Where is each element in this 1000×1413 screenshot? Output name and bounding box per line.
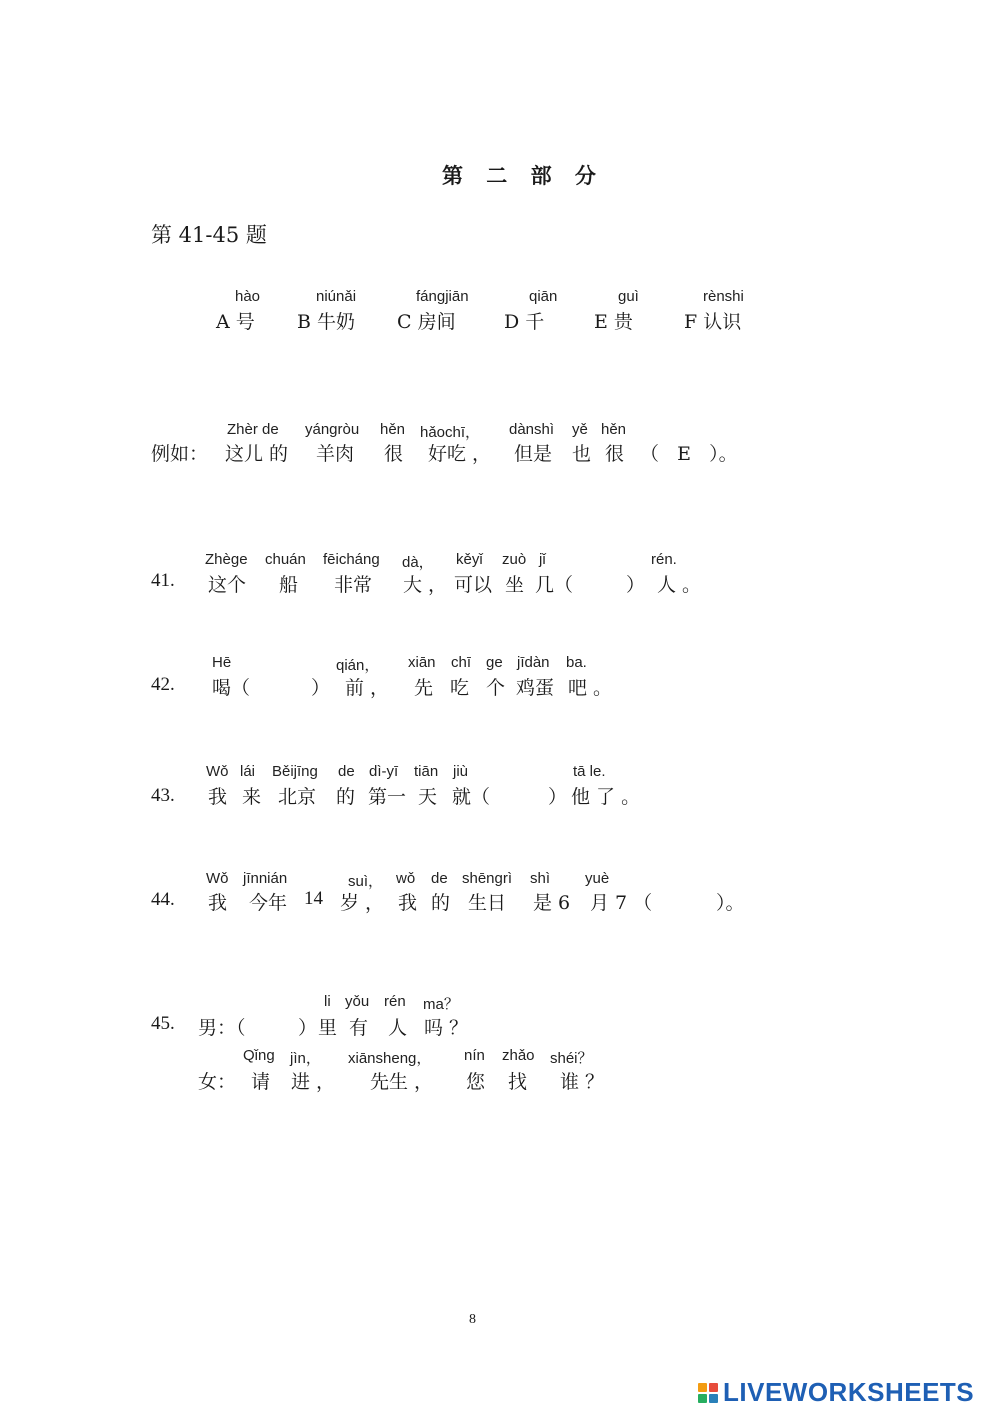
token-hanzi: 前 ， <box>345 677 390 699</box>
option-pinyin: guì <box>618 288 639 305</box>
token-pinyin: Běijīng <box>272 763 318 780</box>
token-pinyin: chī <box>451 654 472 671</box>
token-pinyin: jīnnián <box>243 870 288 887</box>
token-pinyin: tiān <box>414 763 439 780</box>
answer-blank-close[interactable]: ） <box>311 677 331 699</box>
token-pinyin: nín <box>464 1047 485 1064</box>
token-hanzi: 好吃 ， <box>428 443 492 465</box>
token-hanzi: 吗 ？ <box>424 1017 469 1039</box>
token-pinyin: fēicháng <box>323 551 380 568</box>
token-hanzi: 月 7 （ <box>590 892 653 914</box>
token-pinyin: Wǒ <box>206 870 229 887</box>
token-hanzi: 但是 <box>514 443 553 465</box>
token-hanzi: 先 <box>414 677 434 699</box>
answer-blank: （ E ）。 <box>640 443 738 465</box>
token-pinyin: qián， <box>336 657 380 674</box>
option-pinyin: fángjiān <box>416 288 469 305</box>
option-pinyin: rènshi <box>703 288 744 305</box>
token-hanzi: 我 <box>398 892 418 914</box>
token-pinyin: kěyǐ <box>456 551 483 568</box>
token-hanzi: 鸡蛋 <box>516 677 555 699</box>
token-pinyin: chuán <box>265 551 306 568</box>
question-number: 42. <box>151 674 175 695</box>
token-hanzi: 个 <box>486 677 506 699</box>
token-pinyin: jiù <box>453 763 469 780</box>
token-hanzi: 岁 ， <box>340 892 385 914</box>
option-pinyin: hào <box>235 288 261 305</box>
token-hanzi: 进 ， <box>291 1071 336 1093</box>
token-hanzi: 人 <box>388 1017 408 1039</box>
token-hanzi: 船 <box>279 574 299 596</box>
option-c <box>397 288 469 334</box>
token-pinyin: Zhèr de <box>227 421 279 438</box>
speaker-woman: 女： <box>198 1071 237 1093</box>
token-pinyin: dì-yī <box>369 763 399 780</box>
token-hanzi: 也 <box>572 443 592 465</box>
token-pinyin: Qǐng <box>243 1047 275 1064</box>
token-hanzi: 今年 <box>249 892 288 914</box>
token-hanzi: 可以 <box>454 574 493 596</box>
token-pinyin: ba. <box>566 654 587 671</box>
token-pinyin: zhǎo <box>502 1047 535 1064</box>
option-a <box>216 288 260 334</box>
token-pinyin: de <box>431 870 448 887</box>
token-pinyin: ge <box>486 654 503 671</box>
token-pinyin: dànshì <box>509 421 555 438</box>
token-hanzi: 的 <box>336 786 356 808</box>
option-label: C 房间 <box>397 311 456 333</box>
token-pinyin: yángròu <box>305 421 360 438</box>
token-hanzi: 这个 <box>208 574 247 596</box>
token-pinyin: wǒ <box>396 870 416 887</box>
token-pinyin: dà， <box>402 554 434 571</box>
token-pinyin: jǐ <box>539 551 546 568</box>
token-number: 14 <box>304 888 323 909</box>
question-number: 43. <box>151 785 175 806</box>
token-pinyin: tā le. <box>573 763 606 780</box>
token-hanzi: 羊肉 <box>316 443 355 465</box>
token-hanzi: 生日 <box>468 892 507 914</box>
token-pinyin: jìn， <box>290 1050 321 1067</box>
token-hanzi: 您 <box>466 1071 486 1093</box>
token-hanzi: 人 。 <box>657 574 702 596</box>
token-pinyin: jīdàn <box>517 654 550 671</box>
token-hanzi: 天 <box>418 786 438 808</box>
option-pinyin: qiān <box>529 288 558 305</box>
token-hanzi: 我 <box>208 892 228 914</box>
token-pinyin: xiān <box>408 654 436 671</box>
token-hanzi: 大 ， <box>403 574 448 596</box>
token-hanzi: 几（ <box>535 574 574 596</box>
token-hanzi: 喝（ <box>212 677 251 699</box>
token-pinyin: shēngrì <box>462 870 513 887</box>
token-hanzi: 吧 。 <box>568 677 613 699</box>
token-hanzi: 是 6 <box>533 892 571 914</box>
token-pinyin: ma？ <box>423 996 459 1013</box>
token-hanzi: 第一 <box>368 786 407 808</box>
token-pinyin: yě <box>572 421 588 438</box>
option-label: F 认识 <box>684 311 742 333</box>
token-hanzi: 很 <box>384 443 404 465</box>
option-e <box>594 288 639 334</box>
token-pinyin: shéi？ <box>550 1050 593 1067</box>
token-hanzi: 吃 <box>450 677 470 699</box>
token-hanzi: 谁 ？ <box>560 1071 605 1093</box>
answer-blank-close[interactable]: ） <box>548 786 568 808</box>
token-hanzi: 很 <box>605 443 625 465</box>
token-pinyin: li <box>324 993 331 1010</box>
logo-mark-icon <box>698 1383 718 1403</box>
answer-blank-close[interactable]: ） <box>626 574 646 596</box>
token-pinyin: zuò <box>502 551 527 568</box>
token-pinyin: Zhège <box>205 551 248 568</box>
question-number: 41. <box>151 570 175 591</box>
token-hanzi: 坐 <box>505 574 525 596</box>
option-b <box>297 288 356 334</box>
token-hanzi: 非常 <box>334 574 373 596</box>
token-pinyin: yuè <box>585 870 610 887</box>
option-f <box>684 288 744 334</box>
option-label: E 贵 <box>594 311 633 333</box>
answer-blank-close[interactable]: ） <box>298 1017 318 1039</box>
token-pinyin: Hē <box>212 654 232 671</box>
option-pinyin: niúnǎi <box>316 288 357 305</box>
logo-text: LIVEWORKSHEETS <box>723 1377 975 1407</box>
section-heading: 第 41-45 题 <box>151 223 267 247</box>
token-hanzi: 找 <box>508 1071 528 1093</box>
liveworksheets-logo[interactable] <box>698 1377 974 1408</box>
token-hanzi: 有 <box>349 1017 369 1039</box>
token-pinyin: xiānsheng， <box>348 1050 432 1067</box>
token-hanzi: 这儿 的 <box>225 443 289 465</box>
token-hanzi: 的 <box>431 892 451 914</box>
token-pinyin: hěn <box>601 421 627 438</box>
token-hanzi: 请 <box>251 1071 271 1093</box>
page-number: 8 <box>469 1312 476 1327</box>
token-hanzi: 北京 <box>278 786 317 808</box>
token-hanzi: 先生 ， <box>370 1071 434 1093</box>
option-label: B 牛奶 <box>297 311 356 333</box>
token-hanzi: 就（ <box>452 786 491 808</box>
token-hanzi: 他 了 。 <box>571 786 641 808</box>
token-pinyin: rén. <box>651 551 677 568</box>
question-number: 44. <box>151 889 175 910</box>
token-hanzi: 来 <box>242 786 262 808</box>
token-pinyin: rén <box>384 993 406 1010</box>
token-pinyin: shì <box>530 870 551 887</box>
token-hanzi: 里 <box>318 1017 338 1039</box>
token-pinyin: Wǒ <box>206 763 229 780</box>
option-label: A 号 <box>216 311 255 333</box>
token-pinyin: hǎochī， <box>420 424 481 441</box>
token-pinyin: hěn <box>380 421 406 438</box>
question-number: 45. <box>151 1013 175 1034</box>
token-pinyin: yǒu <box>345 993 370 1010</box>
token-pinyin: suì， <box>348 873 384 890</box>
speaker-man: 男：（ <box>198 1017 246 1039</box>
token-pinyin: de <box>338 763 355 780</box>
example-label: 例如： <box>151 443 209 465</box>
option-d <box>504 288 557 334</box>
token-pinyin: lái <box>240 763 256 780</box>
page-title: 第 二 部 分 <box>442 163 604 188</box>
option-label: D 千 <box>504 311 545 333</box>
token-hanzi: 我 <box>208 786 228 808</box>
answer-blank-close[interactable]: ）。 <box>716 892 745 914</box>
